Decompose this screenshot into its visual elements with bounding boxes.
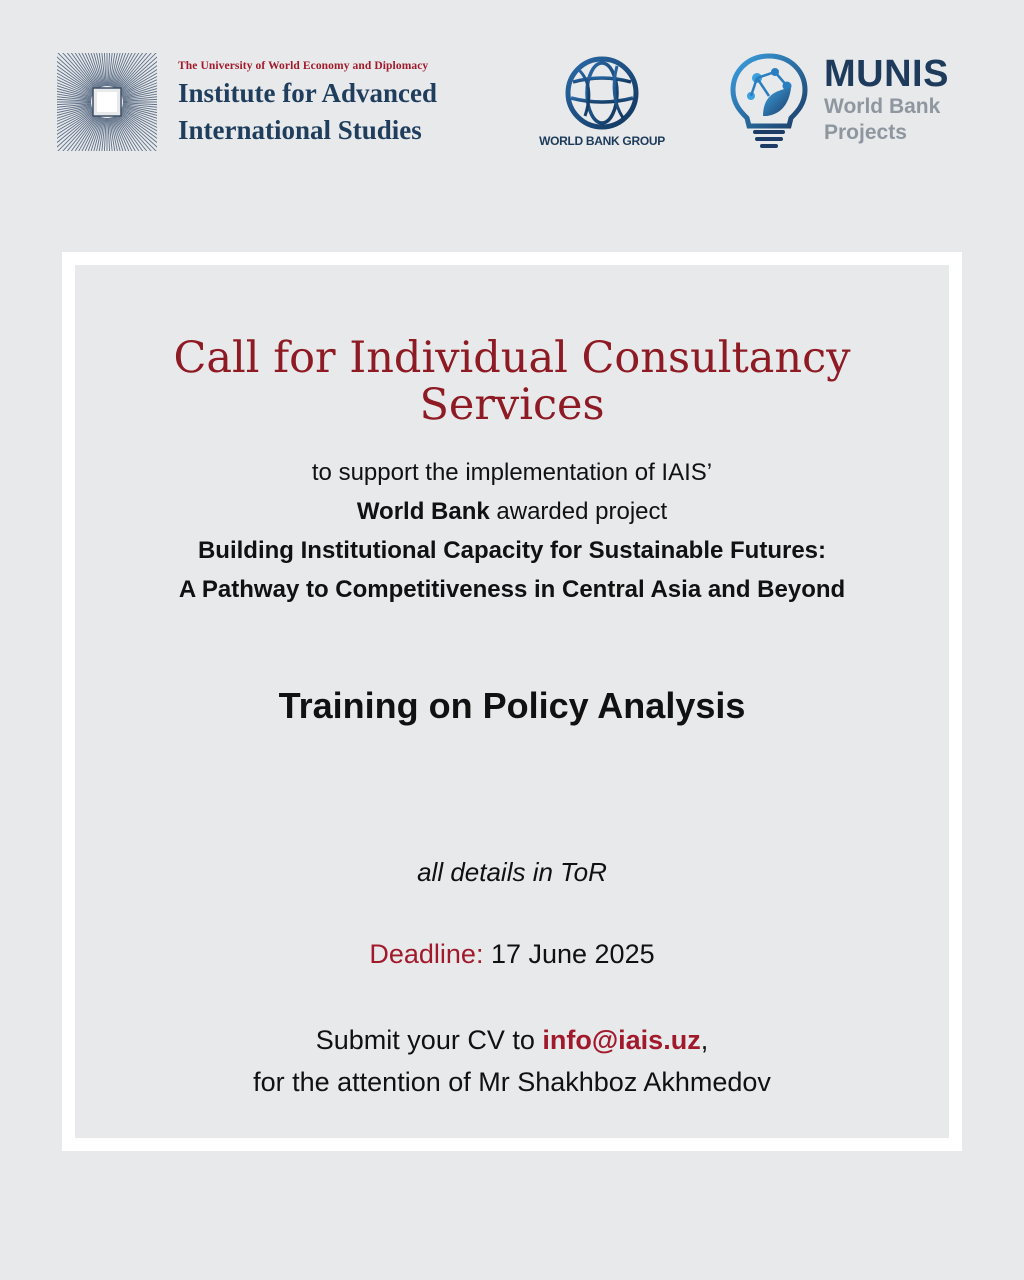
awarded-text: awarded project — [489, 498, 668, 525]
support-line: to support the implementation of IAIS’ — [311, 459, 713, 486]
munis-title: MUNIS — [824, 53, 949, 95]
tor-note: all details in ToR — [417, 857, 607, 887]
munis-lightbulb-icon — [729, 52, 809, 148]
awarded-line — [75, 492, 949, 531]
attention-line: for the attention of Mr Shakhboz Akhmedov — [253, 1067, 771, 1097]
call-title-line2: Services — [419, 380, 605, 430]
training-title: Training on Policy Analysis — [278, 685, 746, 726]
project-title-line2: A Pathway to Competitiveness in Central Asia and Beyond — [178, 576, 846, 603]
project-title-line1: Building Institutional Capacity for Sustainable Futures: — [197, 537, 827, 564]
world-bank-bold: World Bank — [356, 498, 490, 525]
email-link[interactable]: info@iais.uz — [542, 1025, 701, 1055]
notice-frame — [62, 252, 962, 1151]
iais-wordmark — [178, 60, 488, 146]
institute-title-line1: Institute for Advanced — [178, 78, 438, 108]
deadline-label: Deadline: — [369, 939, 484, 969]
notice-panel — [75, 265, 949, 1138]
iais-logo-icon — [57, 53, 157, 151]
institute-title-line2: International Studies — [178, 115, 422, 145]
project-description — [75, 453, 949, 609]
university-name: The University of World Economy and Diplomacy — [178, 60, 429, 72]
munis-subtitle-line2: Projects — [824, 121, 907, 144]
submit-line: Submit your CV to info@iais.uz, — [315, 1025, 709, 1055]
world-bank-globe-icon — [565, 56, 639, 130]
call-title — [75, 335, 949, 429]
submit-instructions — [75, 1019, 949, 1103]
munis-subtitle-line1: World Bank — [824, 95, 941, 118]
deadline — [75, 939, 949, 970]
munis-wordmark — [824, 54, 949, 146]
deadline-value: 17 June 2025 — [483, 939, 655, 969]
world-bank-group-label: WORLD BANK GROUP — [539, 134, 665, 148]
call-title-line1: Call for Individual Consultancy — [173, 333, 851, 383]
